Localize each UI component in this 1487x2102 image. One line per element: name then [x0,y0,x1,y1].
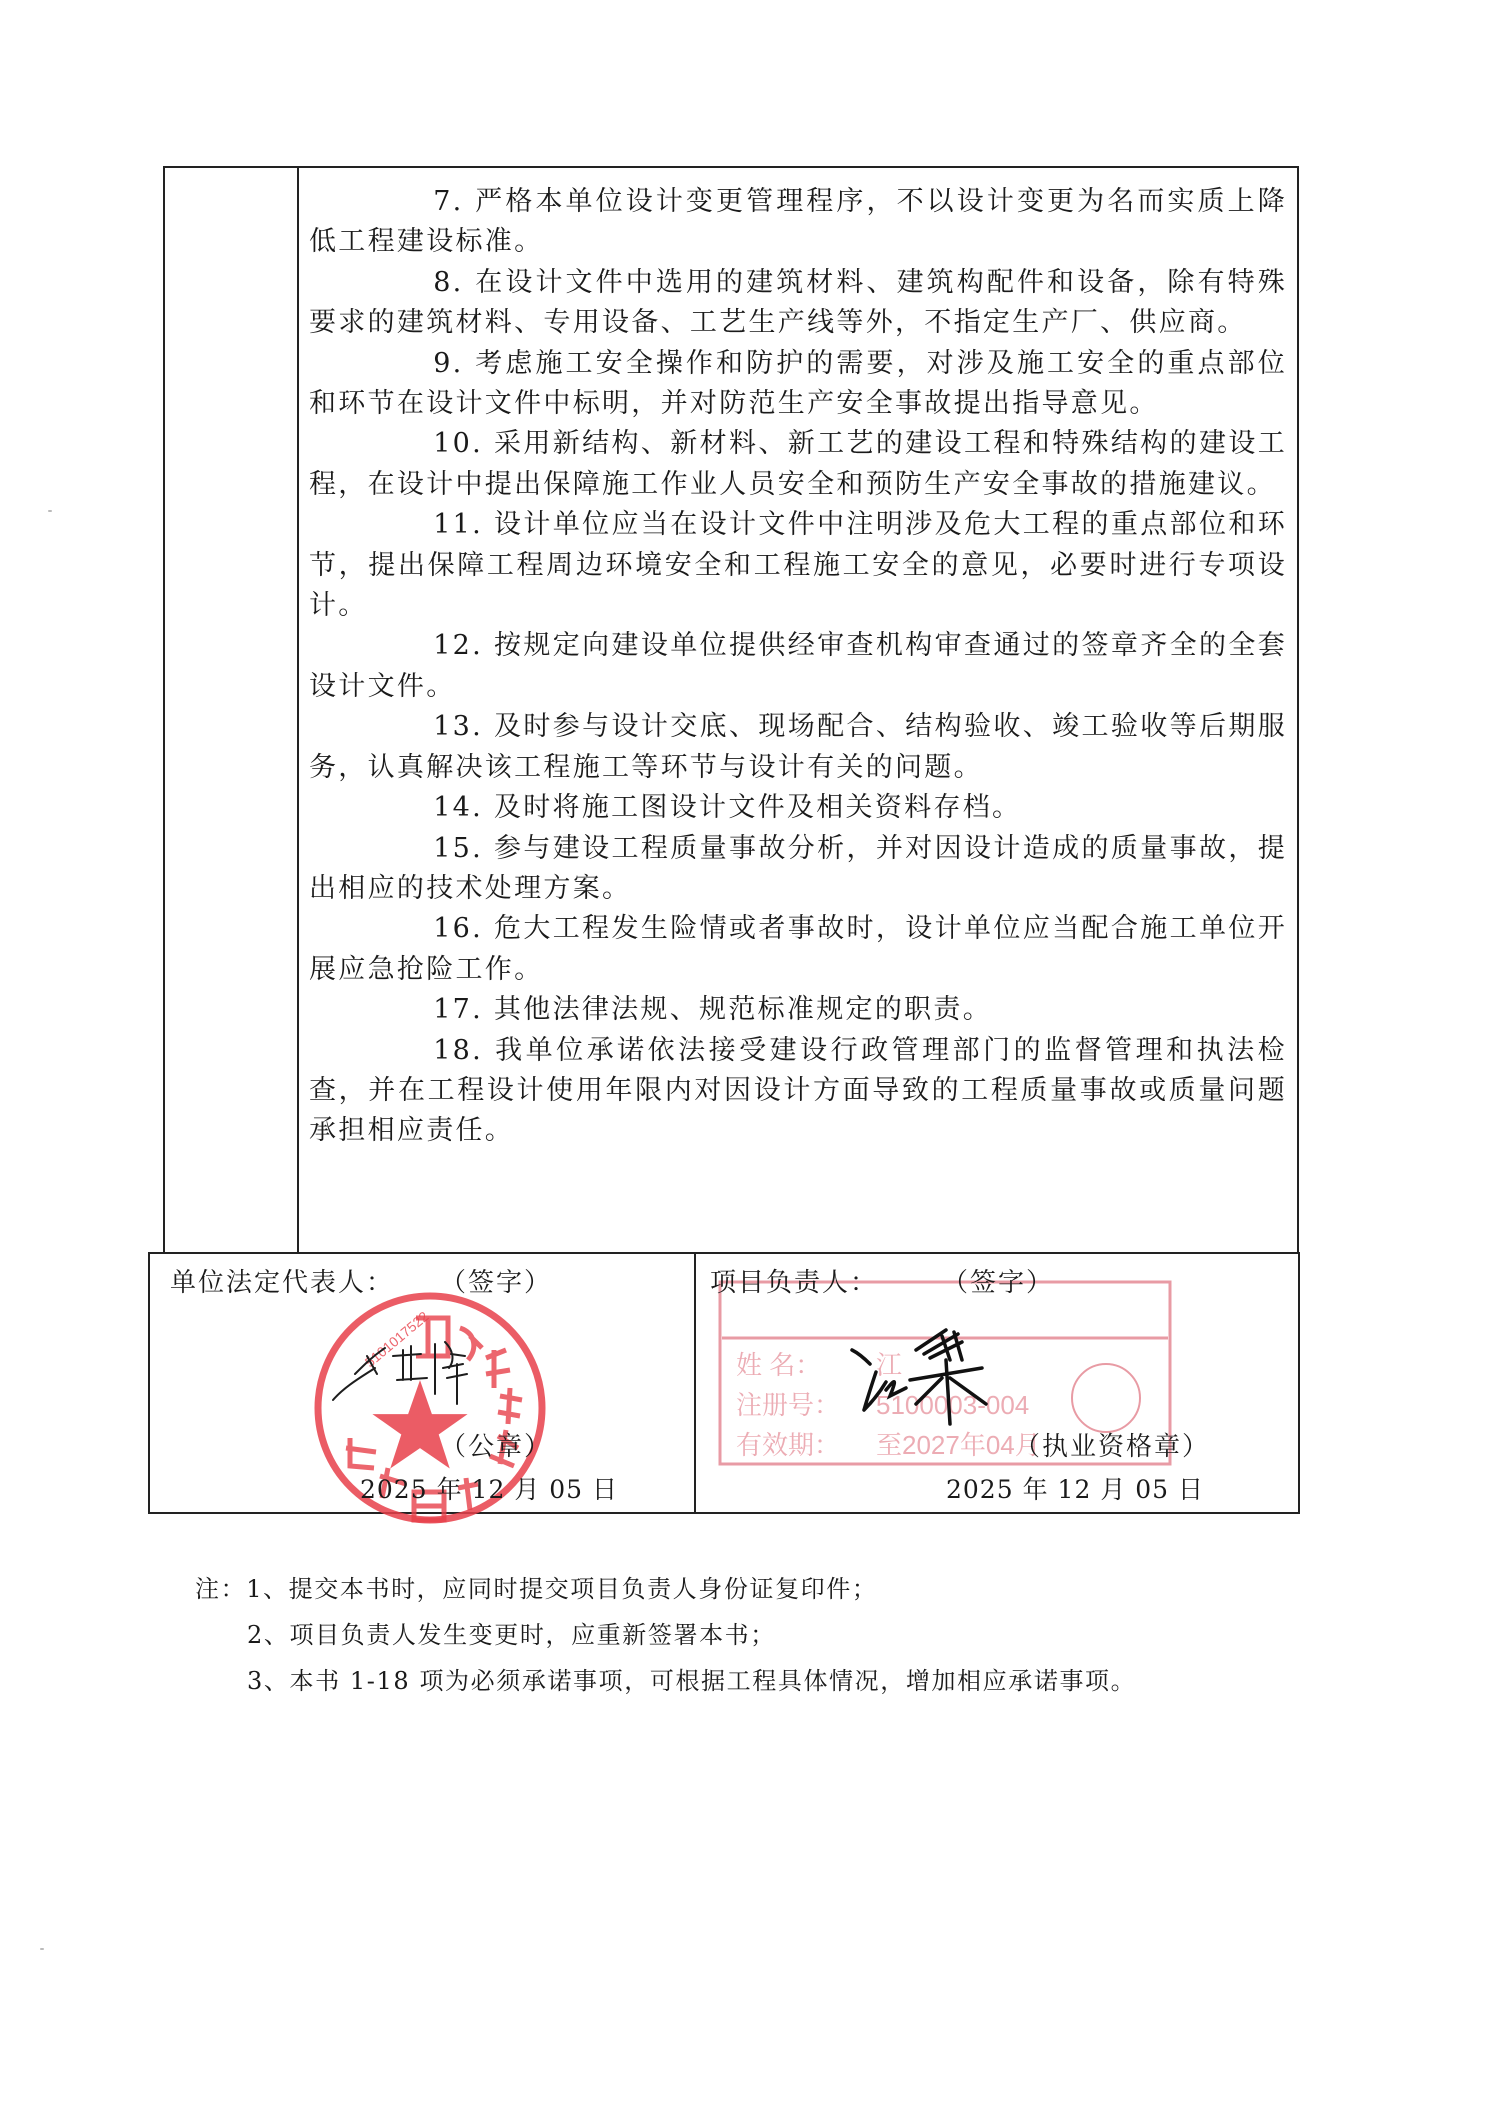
stamp-value-reg: 5100003-004 [876,1390,1030,1420]
stamp-field-valid: 有效期： [736,1430,841,1460]
project-lead-label: 项目负责人： [710,1268,879,1298]
project-lead-sign-hint: （签字） [942,1268,1055,1298]
commitment-number: 11. [433,509,484,541]
commitment-number: 16. [433,913,484,945]
stamp-value-name: 江 [876,1350,903,1380]
commitment-item [309,990,1287,1030]
commitments-table [163,166,1299,1252]
commitment-text: 在设计文件中选用的建筑材料、建筑构配件和设备，除有特殊要求的建筑材料、专用设备、工艺生产线等外，不指定生产厂、供应商。 [309,266,1287,339]
date-year: 2025 [360,1475,428,1504]
date-year-unit: 年 [1022,1475,1049,1504]
project-lead-cell [696,1254,1298,1512]
note-item [195,1612,1136,1658]
commitment-text: 及时参与设计交底、现场配合、结构验收、竣工验收等后期服务，认真解决该工程施工等环节与设计有关的问题。 [309,711,1287,783]
commitment-text: 及时将施工图设计文件及相关资料存档。 [493,792,1022,824]
commitment-number: 8. [433,266,464,298]
stamp-value-valid: 至2027年04月 [876,1430,1041,1460]
table-left-column [165,168,299,1252]
note-item [195,1566,1136,1612]
commitment-item [309,829,1287,910]
commitment-number: 7. [433,186,464,217]
commitment-number: 14. [433,792,484,824]
commitment-text: 考虑施工安全操作和防护的需要，对涉及施工安全的重点部位和环节在设计文件中标明，并对防范生产安全事故提出指导意见。 [309,347,1287,420]
date-month: 12 [471,1475,506,1504]
scan-speck [40,1948,44,1950]
commitment-item [309,707,1287,788]
commitment-text: 采用新结构、新材料、新工艺的建设工程和特殊结构的建设工程，在设计中提出保障施工作业人员安全和预防生产安全事故的措施建议。 [309,428,1287,500]
commitment-number: 12. [433,630,484,662]
date-month-unit: 月 [1100,1475,1127,1504]
commitment-number: 9. [433,347,464,379]
date-day-unit: 日 [592,1475,619,1504]
notes-prefix: 注： [195,1575,247,1603]
commitment-text: 我单位承诺依法接受建设行政管理部门的监督管理和执法检查，并在工程设计使用年限内对因设计方面导致的工程质量事故或质量问题承担相应责任。 [309,1034,1287,1147]
legal-rep-seal-hint: （公章） [440,1432,553,1462]
commitment-text: 按规定向建设单位提供经审查机构审查通过的签章齐全的全套设计文件。 [309,630,1287,702]
notes-section [195,1566,1136,1704]
commitment-item [309,344,1287,425]
legal-rep-sign-hint: （签字） [440,1268,553,1298]
date-year: 2025 [946,1475,1014,1504]
note-text: 3、本书 1-18 项为必须承诺事项，可根据工程具体情况，增加相应承诺事项。 [247,1667,1137,1695]
commitment-number: 17. [433,994,484,1026]
date-month-unit: 月 [514,1475,541,1504]
commitment-item [309,788,1287,828]
commitment-text: 严格本单位设计变更管理程序，不以设计变更为名而实质上降低工程建设标准。 [309,186,1287,258]
project-lead-seal-hint: （执业资格章） [1014,1432,1211,1462]
legal-rep-label: 单位法定代表人： [170,1268,395,1298]
seal-code: 5101017522 [361,1307,432,1371]
commitment-item [309,263,1287,344]
commitment-number: 18. [433,1034,484,1066]
commitment-number: 15. [433,832,484,864]
signature-row [148,1252,1300,1514]
legal-rep-cell [150,1254,696,1512]
commitment-item [309,626,1287,707]
project-lead-date [946,1470,1204,1506]
commitment-text: 参与建设工程质量事故分析，并对因设计造成的质量事故，提出相应的技术处理方案。 [309,832,1287,904]
commitments-list [301,168,1297,1252]
commitment-item [309,909,1287,990]
scan-speck [48,510,52,512]
commitment-text: 危大工程发生险情或者事故时，设计单位应当配合施工单位开展应急抢险工作。 [309,913,1287,985]
commitment-item [309,505,1287,626]
date-year-unit: 年 [436,1475,463,1504]
commitment-text: 其他法律法规、规范标准规定的职责。 [493,994,993,1026]
legal-rep-signature-icon [325,1334,505,1414]
commitment-number: 13. [433,711,484,743]
note-item [195,1658,1136,1704]
stamp-field-reg: 注册号： [736,1390,841,1420]
legal-rep-date [360,1470,618,1506]
note-text: 2、项目负责人发生变更时，应重新签署本书； [247,1621,776,1649]
note-text: 1、提交本书时，应同时提交项目负责人身份证复印件； [246,1575,878,1603]
commitment-text: 设计单位应当在设计文件中注明涉及危大工程的重点部位和环节，提出保障工程周边环境安全和工程施工安全的意见，必要时进行专项设计。 [309,509,1287,622]
date-day-unit: 日 [1178,1475,1205,1504]
commitment-item [309,182,1287,263]
commitment-number: 10. [433,428,484,460]
date-day: 05 [1135,1475,1170,1504]
commitment-item [309,424,1287,505]
project-lead-signature-icon [846,1320,1006,1430]
date-month: 12 [1057,1475,1092,1504]
date-day: 05 [549,1475,584,1504]
stamp-field-name: 姓 名： [736,1350,822,1380]
commitment-item [309,1031,1287,1152]
